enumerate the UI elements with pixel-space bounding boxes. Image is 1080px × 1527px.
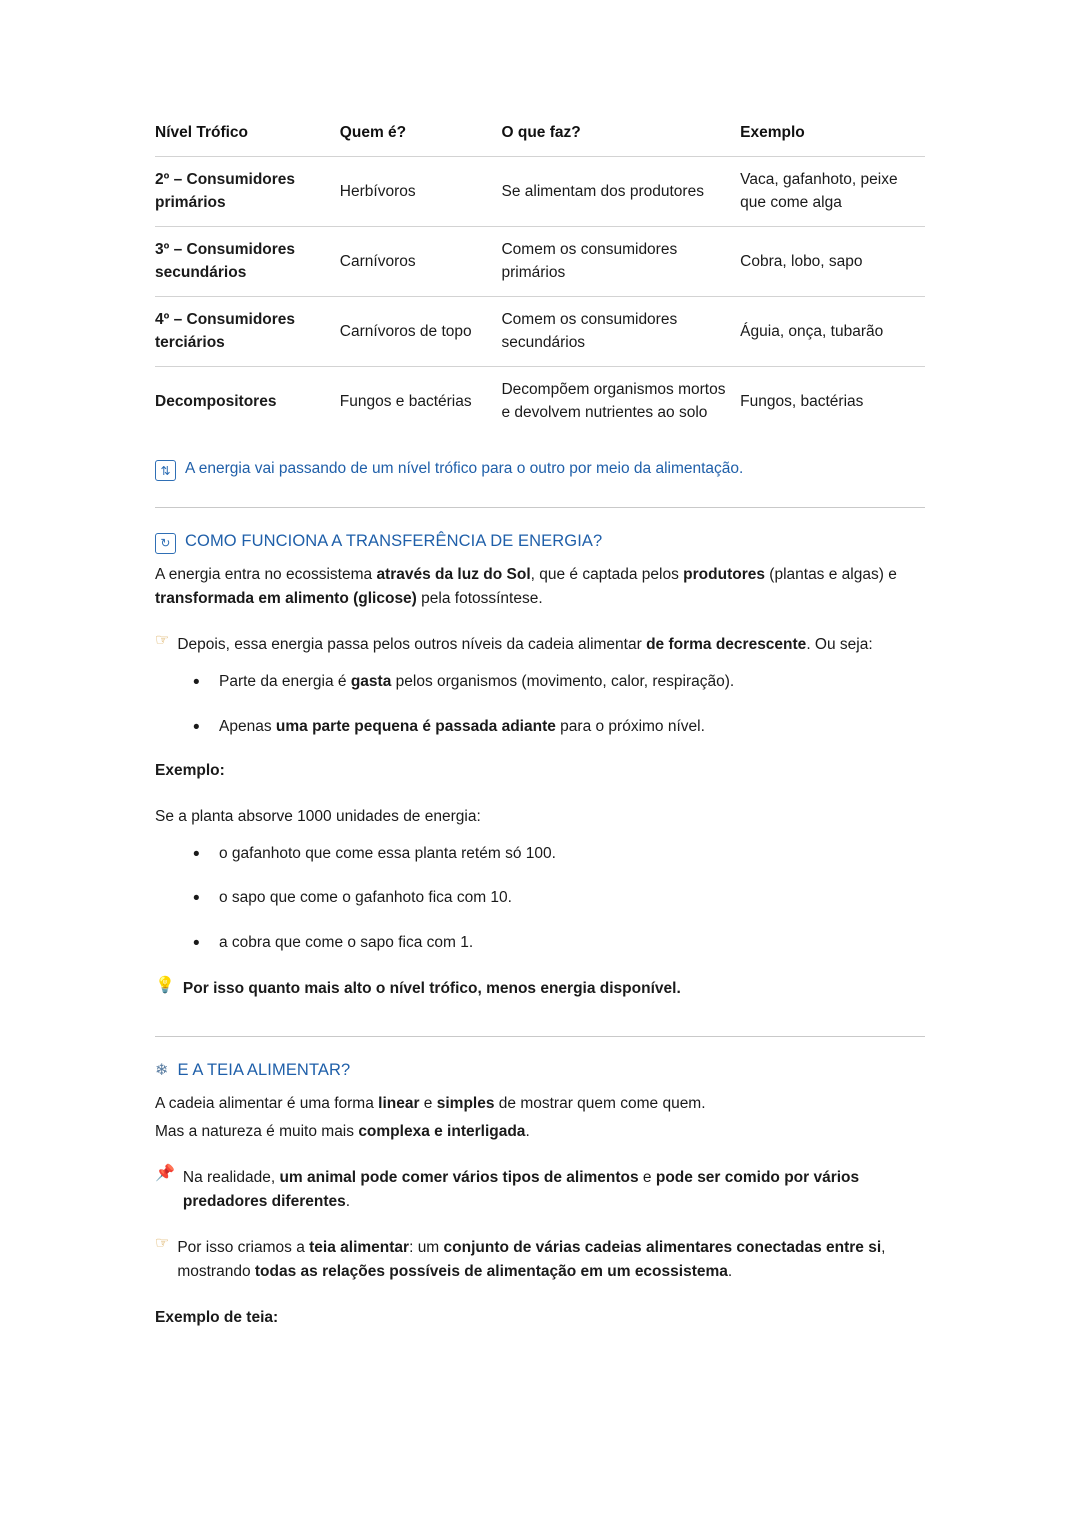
energy-transfer-note-text: A energia vai passando de um nível trófico para o outro por meio da alimentação. xyxy=(185,460,744,478)
list-item: • o sapo que come o gafanhoto fica com 10. xyxy=(193,887,925,909)
energy-paragraph-1 xyxy=(155,563,925,611)
section-heading-web-text: E A TEIA ALIMENTAR? xyxy=(177,1061,351,1080)
cell-exemplo: Fungos, bactérias xyxy=(740,367,925,436)
web-paragraph-2 xyxy=(155,1120,925,1144)
energy-bullet-list xyxy=(155,671,925,738)
energy-p1-f: transformada em alimento (glicose) xyxy=(155,590,417,608)
web-p4-d: conjunto de várias cadeias alimentares conectadas entre si xyxy=(443,1239,882,1257)
energy-p1-a: A energia entra no ecossistema xyxy=(155,566,377,584)
example-bullet-list xyxy=(155,843,925,954)
column-header-nivel-trofico: Nível Trófico xyxy=(155,124,249,141)
bullet-1-a: Apenas xyxy=(219,717,276,735)
example-label: Exemplo: xyxy=(155,762,225,780)
column-header-quem-e: Quem é? xyxy=(339,124,407,141)
cell-nivel: 2º – Consumidores primários xyxy=(155,157,340,227)
web-paragraph-1 xyxy=(155,1092,925,1116)
web-p4-g: . xyxy=(727,1263,733,1281)
energy-p1-b: através da luz do Sol xyxy=(376,566,531,584)
cell-exemplo: Cobra, lobo, sapo xyxy=(740,227,925,297)
web-paragraph-3 xyxy=(183,1166,925,1214)
web-p1-d: simples xyxy=(436,1095,495,1113)
pushpin-icon: 📌 xyxy=(155,1165,175,1183)
section-heading-web xyxy=(155,1059,925,1083)
table-header-row xyxy=(155,118,925,157)
cell-faz: Comem os consumidores primários xyxy=(501,227,740,297)
web-flake-icon: ❄ xyxy=(155,1062,169,1080)
web-p4-b: teia alimentar xyxy=(309,1239,410,1257)
energy-conclusion-text: Por isso quanto mais alto o nível trófico, menos energia disponível. xyxy=(182,980,681,998)
energy-p2-c: . Ou seja: xyxy=(806,636,873,654)
web-p4-c: : um xyxy=(409,1239,444,1257)
web-p2-a: Mas a natureza é muito mais xyxy=(155,1123,359,1141)
recycle-badge-icon: ⇅ xyxy=(155,460,176,481)
web-p3-a: Na realidade, xyxy=(182,1169,280,1187)
energy-p2-a: Depois, essa energia passa pelos outros níveis da cadeia alimentar xyxy=(177,636,647,654)
energy-p1-e: (plantas e algas) e xyxy=(764,566,897,584)
trophic-level-table xyxy=(155,118,925,436)
web-p2-c: . xyxy=(525,1123,530,1141)
table-row xyxy=(155,367,925,436)
energy-p1-g: pela fotossíntese. xyxy=(416,590,543,608)
cell-exemplo: Águia, onça, tubarão xyxy=(740,297,925,367)
cell-faz: Se alimentam dos produtores xyxy=(501,157,740,227)
cell-quem: Carnívoros de topo xyxy=(340,297,502,367)
energy-transfer-note xyxy=(155,458,925,481)
cell-faz: Decompõem organismos mortos e devolvem nutrientes ao solo xyxy=(501,367,740,436)
column-header-exemplo: Exemplo xyxy=(740,124,805,141)
web-p4-e: , mostrando xyxy=(177,1239,886,1281)
list-item: • a cobra que come o sapo fica com 1. xyxy=(193,932,925,954)
section-heading-energy-text: COMO FUNCIONA A TRANSFERÊNCIA DE ENERGIA? xyxy=(185,532,603,551)
energy-p2-b: de forma decrescente xyxy=(646,636,807,654)
energy-p1-d: produtores xyxy=(683,566,765,584)
web-p3-e: . xyxy=(345,1193,351,1211)
list-item xyxy=(193,671,925,693)
energy-paragraph-2-line xyxy=(155,633,925,657)
web-example-label: Exemplo de teia: xyxy=(155,1308,279,1326)
web-paragraph-4 xyxy=(177,1236,925,1284)
cell-nivel: 3º – Consumidores secundários xyxy=(155,227,340,297)
web-p3-b: um animal pode comer vários tipos de alimentos xyxy=(279,1169,639,1187)
bullet-0-a: Parte da energia é xyxy=(219,673,351,691)
web-p4-f: todas as relações possíveis de alimentação em um ecossistema xyxy=(254,1263,728,1281)
cell-exemplo: Vaca, gafanhoto, peixe que come alga xyxy=(740,157,925,227)
cell-nivel: 4º – Consumidores terciários xyxy=(155,297,340,367)
web-p1-e: de mostrar quem come quem. xyxy=(494,1095,706,1113)
bullet-0-c: pelos organismos (movimento, calor, respiração). xyxy=(391,673,735,691)
list-item xyxy=(193,716,925,738)
web-paragraph-4-line xyxy=(155,1236,925,1284)
pointing-hand-icon: ☞ xyxy=(155,1235,170,1253)
bullet-1-b: uma parte pequena é passada adiante xyxy=(275,717,556,735)
section-heading-energy xyxy=(155,530,925,554)
section-divider-2 xyxy=(155,1036,925,1037)
list-item: • o gafanhoto que come essa planta retém só 100. xyxy=(193,843,925,865)
web-paragraph-3-line xyxy=(155,1166,925,1214)
web-p4-a: Por isso criamos a xyxy=(177,1239,310,1257)
bullet-1-c: para o próximo nível. xyxy=(555,717,705,735)
column-header-o-que-faz: O que faz? xyxy=(501,124,581,141)
web-p3-d: pode ser comido por vários predadores diferentes xyxy=(182,1169,860,1211)
cell-quem: Herbívoros xyxy=(340,157,502,227)
web-p1-c: e xyxy=(419,1095,437,1113)
web-p2-b: complexa e interligada xyxy=(358,1123,526,1141)
refresh-badge-icon: ↻ xyxy=(155,533,176,554)
pointing-hand-icon: ☞ xyxy=(155,632,170,650)
table-row xyxy=(155,297,925,367)
cell-faz: Comem os consumidores secundários xyxy=(501,297,740,367)
web-p1-b: linear xyxy=(378,1095,420,1113)
section-divider xyxy=(155,507,925,508)
bullet-0-b: gasta xyxy=(350,673,392,691)
lightbulb-icon: 💡 xyxy=(155,977,175,995)
web-p1-a: A cadeia alimentar é uma forma xyxy=(155,1095,379,1113)
cell-nivel: Decompositores xyxy=(155,367,340,436)
web-p3-c: e xyxy=(638,1169,656,1187)
table-row xyxy=(155,227,925,297)
table-row xyxy=(155,157,925,227)
energy-conclusion-line xyxy=(155,978,925,1000)
energy-paragraph-2 xyxy=(177,633,925,657)
cell-quem: Fungos e bactérias xyxy=(340,367,502,436)
cell-quem: Carnívoros xyxy=(340,227,502,297)
example-intro: Se a planta absorve 1000 unidades de energia: xyxy=(155,807,481,825)
energy-p1-c: , que é captada pelos xyxy=(530,566,684,584)
